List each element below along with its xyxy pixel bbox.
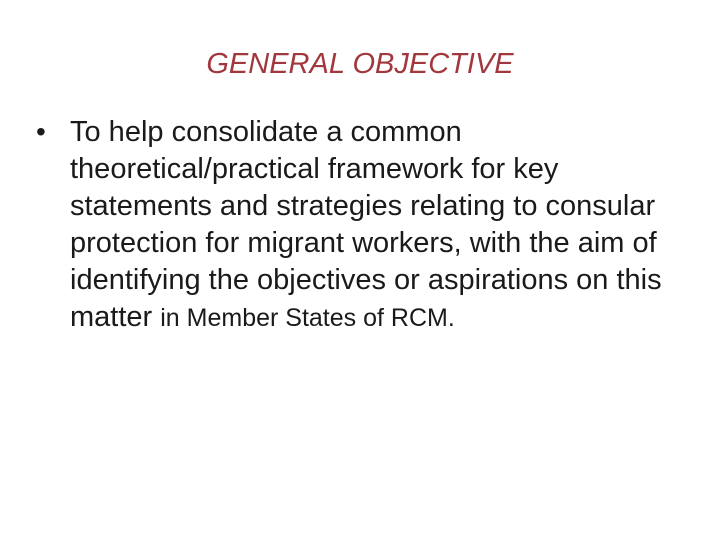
bullet-main-text: To help consolidate a common theoretical/practical framework for key statements and strategies relating to consular protection for migrant workers, with the aim of identifying the objectives or aspirations on this matter <box>70 116 662 333</box>
bullet-item <box>36 114 686 337</box>
slide-title: GENERAL OBJECTIVE <box>206 48 514 80</box>
bullet-text <box>70 114 686 337</box>
bullet-small-text: in Member States of RCM. <box>160 304 455 332</box>
bullet-icon: • <box>36 116 46 147</box>
